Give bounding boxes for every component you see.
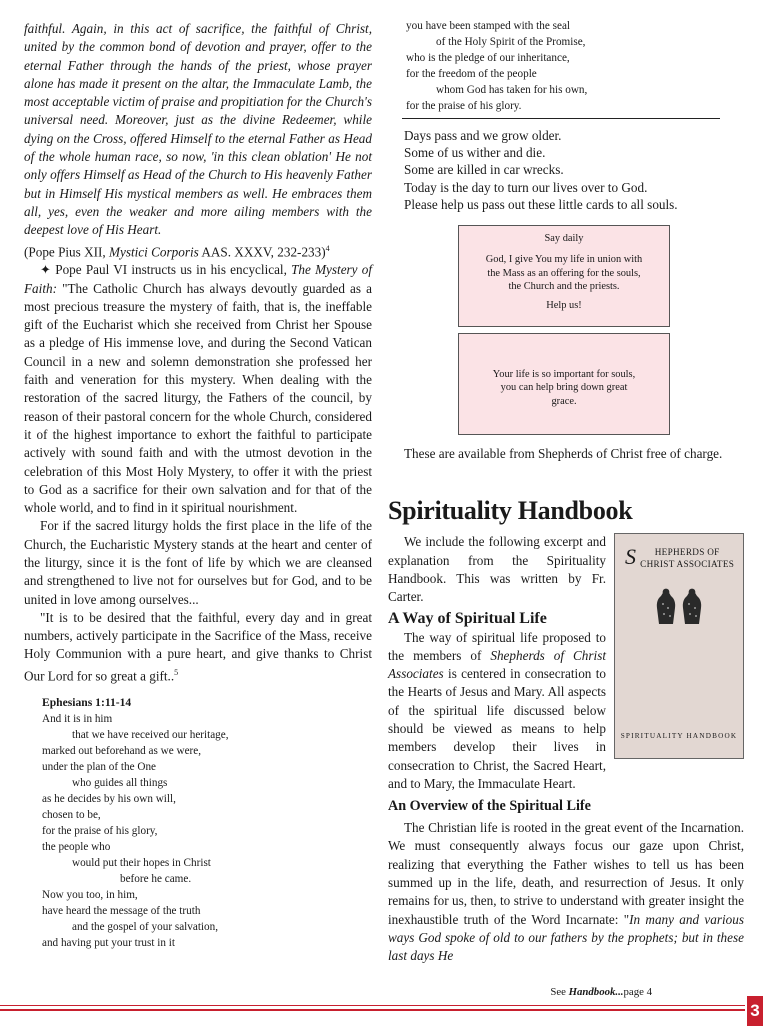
poem-line: Days pass and we grow older. [404,128,562,143]
bullet-icon: ✦ [40,262,52,278]
intro-text: We include the following excerpt and explanation from the Spirituality Handbook. This was written by Fr. Carter. [388,534,606,605]
verse-line: who guides all things [72,777,168,790]
card-message: Your life is so important for souls, you can help bring down great grace. [492,369,636,407]
book-title: S HEPHERDS OF CHRIST ASSOCIATES [625,544,735,570]
card-closing: Help us! [546,300,582,312]
poem [404,127,744,213]
card-title: Say daily [544,233,584,245]
pius-citation: (Pope Pius XII, Mystici Corporis AAS. XXXV, 232-233)$^4$ [24,243,330,259]
footer-rule [0,1005,745,1006]
subheading-overview: An Overview of the Spiritual Life [388,798,591,815]
verse-line: the people who [42,841,111,854]
verse-line: who is the pledge of our inheritance, [406,52,570,64]
prayer-card [458,225,670,327]
ephesians-verse-continued [406,18,744,114]
footer-rule-thick [0,1009,745,1011]
ephesians-verse [42,695,372,951]
overview-paragraph: The Christian life is rooted in the great event of the Incarnation. We must consequently always focus our gaze upon Christ, realizing that everything the Father wishes to tell us has been summed up in the life, death, and resurrection of Jesus. It only remains for us, then, to strive to understand with greater insight the inexhaustible truth of the Word Incarnate: "In many and various ways God spoke of old to our fathers by the prophets; but in these last days He [388,820,744,964]
verse-heading: Ephesians 1:11-14 [42,696,132,710]
right-column [388,20,744,966]
verse-line: for the freedom of the people [406,68,537,80]
subheading-way: A Way of Spiritual Life [388,609,547,627]
verse-line: Now you too, in him, [42,889,138,902]
section-heading: Spirituality Handbook [388,496,633,526]
available-text: These are available from Shepherds of Christ free of charge. [404,446,723,462]
poem-line: Today is the day to turn our lives over to God. [404,179,648,195]
handbook-cover-image [614,533,744,759]
verse-line: you have been stamped with the seal [406,20,571,32]
verse-line: have heard the message of the truth [42,905,201,918]
left-column [24,20,372,951]
liturgy-paragraph: For if the sacred liturgy holds the first place in the life of the Church, the Eucharistic Mystery stands at the heart and center of the liturgy, since it is the font of life by which we are cleansed and strengthened to live not for ourselves but for God, and to be united in love among ourselves... [24,518,372,607]
verse-line: under the plan of the One [42,761,157,774]
communion-paragraph: "It is to be desired that the faithful, every day and in great numbers, actively participate in the Sacrifice of the Mass, receive Holy Communion with a pure heart, and give thanks to Christ Our Lord for so great a gift..$^5$ [24,609,372,684]
verse-line: would put their hopes in Christ [72,857,211,870]
way-paragraph: The way of spiritual life proposed to the members of Shepherds of Christ Associates is centered in consecration to the Hearts of Jesus and Mary. All aspects of the spiritual life discussed below should be viewed as means to help members develop their lives in consecration to Christ, the Sacred Heart, and to Mary, the Immaculate Heart. [388,629,606,791]
divider [402,118,720,119]
verse-line: before he came. [120,873,192,886]
continuation-note: See Handbook...page 4 [550,986,652,998]
verse-line: of the Holy Spirit of the Promise, [436,36,586,48]
paul-vi-paragraph: ✦ Pope Paul VI instructs us in his encyclical, The Mystery of Faith: "The Catholic Church has always devoutly guarded as a most precious treasure the mystery of faith, that is, the ineffable gift of the Eucharist which she received from Christ her Spouse as a pledge of His immense love, and during the Second Vatican Council in a new and solemn demonstration she professed her faith and veneration for this mystery. When dealing with the restoration of the sacred liturgy, the Fathers of the council, by reason of their pastoral concern for the whole Church, considered it of the highest importance to exhort the faithful to participate actively with sound faith and with the utmost devotion in the celebration of this Most Holy Mystery, to offer it with the priest to God as a sacrifice for their own salvation and for that of the whole world, and to find in it spiritual nourishment. [24,262,372,516]
book-subtitle: SPIRITUALITY HANDBOOK [620,732,738,741]
verse-line: chosen to be, [42,809,101,822]
page-number: 3 [747,996,763,1026]
grace-card [458,333,670,435]
verse-line: and the gospel of your salvation, [72,921,219,934]
verse-line: for the praise of his glory, [42,825,158,838]
pius-quote: faithful. Again, in this act of sacrifice, the faithful of Christ, united by the common bond of devotion and prayer, offer to the eternal Father through the hands of the priest, whose prayer alone has made it present on the altar, the Immaculate Lamb, the most acceptable victim of praise and propitiation for the Church's universal need. Moreover, just as the divine Redeemer, while dying on the Cross, offered Himself to the eternal Father as Head of the whole human race, so now, 'in this clean oblation' He not only offers Himself as Head of the Church to His heavenly Father but in Himself His mystical members as well. He embraces them all, yes, even the weaker and more ailing members with the deepest love of His Heart. [24,21,372,238]
sacred-hearts-icon [653,586,707,626]
verse-line: whom God has taken for his own, [436,84,588,96]
verse-line: And it is in him [42,713,113,726]
verse-line: for the praise of his glory. [406,100,522,112]
card-message: God, I give You my life in union with the Mass as an offering for the souls, the Church and the priests. [485,254,643,292]
verse-line: and having put your trust in it [42,937,175,950]
poem-line: Please help us pass out these little cards to all souls. [404,196,678,212]
verse-line: that we have received our heritage, [72,729,229,742]
poem-line: Some of us wither and die. [404,145,546,161]
verse-line: marked out beforehand as we were, [42,745,202,758]
poem-line: Some are killed in car wrecks. [404,162,564,178]
verse-line: as he decides by his own will, [42,793,176,806]
